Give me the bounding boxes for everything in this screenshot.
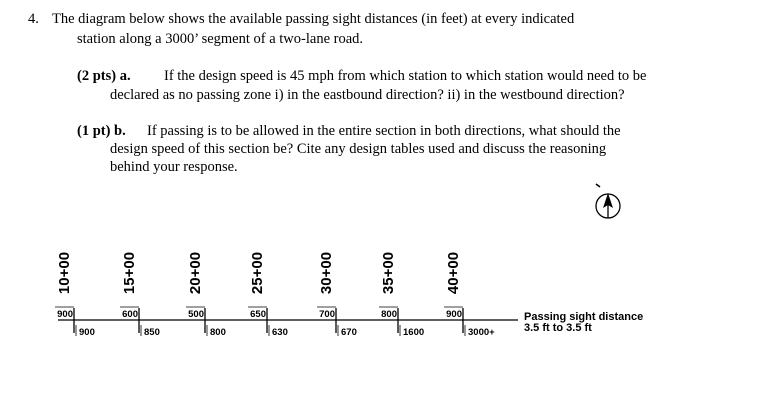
part-a-line2: declared as no passing zone i) in the eastbound direction? ii) in the westbound direction?: [110, 87, 625, 103]
problem-number: 4.: [28, 11, 39, 27]
lower-value: 800: [210, 327, 226, 338]
lower-value: 1600: [403, 327, 425, 338]
upper-value: 600: [122, 309, 138, 320]
station-label-40+00: 40+00: [445, 251, 462, 295]
part-b-line1: If passing is to be allowed in the entire section in both directions, what should the: [147, 123, 621, 139]
lower-value: 900: [79, 327, 95, 338]
part-b-points: (1 pt) b.: [77, 123, 126, 139]
upper-value: 900: [446, 309, 462, 320]
north-arrow-icon: [589, 182, 629, 226]
upper-value: 500: [188, 309, 204, 320]
station-label-30+00: 30+00: [318, 251, 335, 295]
problem-intro-line1: The diagram below shows the available passing sight distances (in feet) at every indicated: [52, 11, 575, 27]
upper-value: 800: [381, 309, 397, 320]
station-label-25+00: 25+00: [249, 251, 266, 295]
lower-value: 630: [272, 327, 288, 338]
station-label-15+00: 15+00: [121, 251, 138, 295]
station-label-20+00: 20+00: [187, 251, 204, 295]
upper-value: 900: [57, 309, 73, 320]
lower-value: 850: [144, 327, 160, 338]
upper-value: 700: [319, 309, 335, 320]
part-b-line2: design speed of this section be? Cite any design tables used and discuss the reasoning: [110, 141, 607, 157]
problem-intro-line2: station along a 3000’ segment of a two-lane road.: [77, 31, 364, 47]
upper-value: 650: [250, 309, 266, 320]
part-b-line3: behind your response.: [110, 159, 238, 175]
lower-value: 3000+: [468, 327, 495, 338]
part-a-line1: If the design speed is 45 mph from which station to which station would need to be: [164, 68, 647, 84]
legend-sub: 3.5 ft to 3.5 ft: [524, 322, 592, 334]
part-a-points: (2 pts) a.: [77, 68, 131, 84]
legend-title: Passing sight distance: [524, 311, 644, 323]
sight-distance-diagram: [0, 235, 765, 405]
station-label-10+00: 10+00: [56, 251, 73, 295]
station-label-35+00: 35+00: [380, 251, 397, 295]
lower-value: 670: [341, 327, 357, 338]
